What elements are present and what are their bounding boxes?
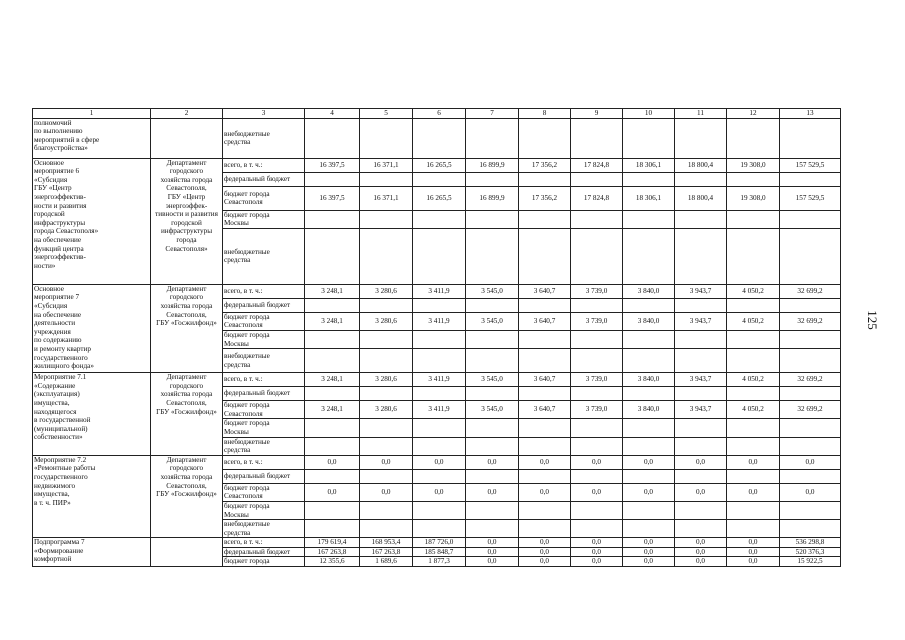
value-cell: 157 529,5	[780, 186, 841, 210]
value-cell	[727, 298, 780, 312]
value-cell: 32 699,2	[780, 284, 841, 298]
value-cell: 3 411,9	[413, 401, 466, 419]
measure-name-cell: Мероприятие 7.2 «Ремонтные работы государственного недвижимого имущества, в т. ч. ПИР»	[33, 455, 151, 538]
value-cell	[675, 387, 727, 401]
value-cell	[571, 349, 623, 373]
value-cell	[360, 228, 413, 284]
funding-source-cell: внебюджетные средства	[223, 228, 305, 284]
value-cell	[413, 210, 466, 228]
value-cell: 3 640,7	[519, 284, 571, 298]
value-cell: 16 371,1	[360, 186, 413, 210]
value-cell	[466, 501, 519, 519]
value-cell	[360, 387, 413, 401]
funding-source-cell: бюджет города Севастополя	[223, 483, 305, 501]
value-cell: 1 689,6	[360, 557, 413, 567]
value-cell	[780, 437, 841, 455]
value-cell: 19 308,0	[727, 186, 780, 210]
executor-cell	[151, 538, 223, 567]
value-cell	[466, 437, 519, 455]
value-cell	[675, 419, 727, 437]
value-cell: 0,0	[571, 538, 623, 548]
column-number-header	[33, 109, 841, 119]
value-cell	[413, 469, 466, 483]
value-cell	[675, 210, 727, 228]
value-cell	[675, 118, 727, 158]
value-cell: 0,0	[466, 557, 519, 567]
funding-source-cell: внебюджетные средства	[223, 118, 305, 158]
value-cell	[305, 210, 360, 228]
value-cell: 0,0	[571, 483, 623, 501]
value-cell	[305, 520, 360, 538]
value-cell: 0,0	[413, 455, 466, 469]
value-cell	[305, 118, 360, 158]
value-cell: 0,0	[571, 547, 623, 557]
value-cell	[519, 118, 571, 158]
value-cell: 0,0	[360, 455, 413, 469]
value-cell	[780, 419, 841, 437]
value-cell: 3 640,7	[519, 312, 571, 330]
header-col-8: 8	[519, 109, 571, 119]
value-cell: 18 306,1	[623, 158, 675, 172]
value-cell: 3 739,0	[571, 284, 623, 298]
header-col-6: 6	[413, 109, 466, 119]
value-cell: 3 545,0	[466, 373, 519, 387]
value-cell: 3 280,6	[360, 284, 413, 298]
value-cell	[780, 349, 841, 373]
value-cell: 0,0	[727, 557, 780, 567]
value-cell: 0,0	[675, 547, 727, 557]
value-cell	[360, 469, 413, 483]
value-cell	[780, 228, 841, 284]
value-cell	[305, 172, 360, 186]
value-cell	[305, 349, 360, 373]
value-cell: 3 640,7	[519, 401, 571, 419]
value-cell	[675, 469, 727, 483]
value-cell	[466, 349, 519, 373]
value-cell	[675, 228, 727, 284]
value-cell: 15 922,5	[780, 557, 841, 567]
value-cell	[305, 387, 360, 401]
value-cell: 0,0	[466, 483, 519, 501]
funding-source-cell: бюджет города	[223, 557, 305, 567]
value-cell: 3 411,9	[413, 312, 466, 330]
value-cell: 18 800,4	[675, 158, 727, 172]
measure-name-cell: Основное мероприятие 7 «Субсидия на обеспечение деятельности учреждения по содержанию и ремонту квартир государственного жилищного фонда»	[33, 284, 151, 372]
value-cell: 0,0	[519, 538, 571, 548]
value-cell	[360, 118, 413, 158]
value-cell	[623, 298, 675, 312]
table-row	[33, 118, 841, 158]
value-cell: 187 726,0	[413, 538, 466, 548]
value-cell: 536 298,8	[780, 538, 841, 548]
funding-source-cell: бюджет города Москвы	[223, 501, 305, 519]
value-cell	[623, 330, 675, 348]
value-cell: 3 840,0	[623, 284, 675, 298]
value-cell	[360, 210, 413, 228]
value-cell	[623, 228, 675, 284]
value-cell: 0,0	[571, 557, 623, 567]
value-cell: 17 824,8	[571, 158, 623, 172]
value-cell: 0,0	[305, 483, 360, 501]
value-cell	[519, 330, 571, 348]
value-cell	[305, 501, 360, 519]
funding-source-cell: бюджет города Москвы	[223, 210, 305, 228]
value-cell	[623, 349, 675, 373]
value-cell	[305, 437, 360, 455]
header-col-3: 3	[223, 109, 305, 119]
measure-name-cell: полномочий по выполнению мероприятий в сфере благоустройства»	[33, 118, 151, 158]
value-cell	[727, 387, 780, 401]
value-cell	[519, 520, 571, 538]
value-cell	[413, 437, 466, 455]
value-cell	[413, 118, 466, 158]
value-cell: 17 356,2	[519, 186, 571, 210]
value-cell	[780, 172, 841, 186]
value-cell: 16 899,9	[466, 158, 519, 172]
value-cell	[780, 210, 841, 228]
value-cell: 0,0	[623, 455, 675, 469]
budget-table	[32, 108, 841, 567]
value-cell: 3 739,0	[571, 373, 623, 387]
value-cell	[466, 298, 519, 312]
value-cell: 0,0	[623, 547, 675, 557]
value-cell	[571, 419, 623, 437]
value-cell	[466, 330, 519, 348]
value-cell: 167 263,8	[305, 547, 360, 557]
value-cell: 17 824,8	[571, 186, 623, 210]
value-cell	[360, 419, 413, 437]
value-cell	[305, 330, 360, 348]
value-cell	[623, 520, 675, 538]
value-cell: 3 943,7	[675, 373, 727, 387]
value-cell: 0,0	[519, 483, 571, 501]
value-cell: 0,0	[360, 483, 413, 501]
value-cell	[413, 387, 466, 401]
value-cell: 3 280,6	[360, 401, 413, 419]
value-cell	[360, 501, 413, 519]
executor-cell: Департамент городского хозяйства города Севастополя, ГБУ «Госжилфонд»	[151, 373, 223, 456]
value-cell	[519, 469, 571, 483]
value-cell	[466, 172, 519, 186]
value-cell	[413, 172, 466, 186]
value-cell	[305, 469, 360, 483]
value-cell	[519, 387, 571, 401]
value-cell: 17 356,2	[519, 158, 571, 172]
executor-cell: Департамент городского хозяйства города Севастополя, ГБУ «Центр энергоэффек- тивности и развития городской инфраструктуры города Севастополя»	[151, 158, 223, 284]
value-cell: 185 848,7	[413, 547, 466, 557]
header-col-11: 11	[675, 109, 727, 119]
value-cell: 0,0	[780, 455, 841, 469]
table-row	[33, 158, 841, 172]
value-cell	[780, 520, 841, 538]
funding-source-cell: бюджет города Москвы	[223, 330, 305, 348]
value-cell	[623, 172, 675, 186]
measure-name-cell: Подпрограмма 7 «Формирование комфортной	[33, 538, 151, 567]
value-cell: 0,0	[571, 455, 623, 469]
value-cell	[519, 501, 571, 519]
value-cell: 3 280,6	[360, 312, 413, 330]
value-cell	[360, 172, 413, 186]
executor-cell	[151, 118, 223, 158]
measure-name-cell: Основное мероприятие 6 «Субсидия ГБУ «Центр энергоэффектив- ности и развития городской инфраструктуры города Севастополя» на обеспечение функций центра энергоэффектив- ности»	[33, 158, 151, 284]
header-col-9: 9	[571, 109, 623, 119]
value-cell	[727, 118, 780, 158]
value-cell	[519, 437, 571, 455]
value-cell	[466, 118, 519, 158]
value-cell	[623, 118, 675, 158]
value-cell	[360, 298, 413, 312]
value-cell	[413, 349, 466, 373]
value-cell	[675, 298, 727, 312]
value-cell	[571, 210, 623, 228]
value-cell: 3 248,1	[305, 373, 360, 387]
value-cell	[623, 437, 675, 455]
value-cell: 4 050,2	[727, 401, 780, 419]
value-cell	[466, 228, 519, 284]
value-cell	[519, 349, 571, 373]
value-cell: 179 619,4	[305, 538, 360, 548]
value-cell: 3 840,0	[623, 401, 675, 419]
value-cell: 16 265,5	[413, 158, 466, 172]
value-cell: 0,0	[780, 483, 841, 501]
funding-source-cell: всего, в т. ч.:	[223, 538, 305, 548]
value-cell: 12 355,6	[305, 557, 360, 567]
value-cell	[571, 469, 623, 483]
value-cell: 0,0	[727, 547, 780, 557]
value-cell	[571, 330, 623, 348]
value-cell: 168 953,4	[360, 538, 413, 548]
value-cell: 3 545,0	[466, 401, 519, 419]
value-cell	[780, 469, 841, 483]
header-col-10: 10	[623, 109, 675, 119]
value-cell	[413, 298, 466, 312]
value-cell: 0,0	[675, 557, 727, 567]
value-cell: 3 248,1	[305, 401, 360, 419]
funding-source-cell: федеральный бюджет	[223, 547, 305, 557]
value-cell: 3 840,0	[623, 312, 675, 330]
value-cell	[519, 419, 571, 437]
value-cell: 157 529,5	[780, 158, 841, 172]
value-cell	[727, 210, 780, 228]
value-cell: 0,0	[675, 455, 727, 469]
value-cell	[305, 228, 360, 284]
value-cell: 3 545,0	[466, 312, 519, 330]
value-cell: 0,0	[466, 455, 519, 469]
value-cell: 0,0	[727, 483, 780, 501]
value-cell: 18 800,4	[675, 186, 727, 210]
funding-source-cell: бюджет города Севастополя	[223, 186, 305, 210]
funding-source-cell: всего, в т. ч.:	[223, 284, 305, 298]
value-cell	[571, 118, 623, 158]
value-cell	[727, 469, 780, 483]
value-cell	[571, 501, 623, 519]
funding-source-cell: федеральный бюджет	[223, 387, 305, 401]
value-cell: 0,0	[623, 538, 675, 548]
value-cell: 32 699,2	[780, 312, 841, 330]
value-cell: 3 248,1	[305, 284, 360, 298]
table-row	[33, 284, 841, 298]
value-cell: 0,0	[466, 547, 519, 557]
value-cell: 167 263,8	[360, 547, 413, 557]
value-cell	[727, 437, 780, 455]
funding-source-cell: бюджет города Севастополя	[223, 401, 305, 419]
value-cell: 3 943,7	[675, 401, 727, 419]
value-cell	[780, 501, 841, 519]
value-cell	[571, 172, 623, 186]
value-cell	[413, 228, 466, 284]
header-col-5: 5	[360, 109, 413, 119]
value-cell: 3 640,7	[519, 373, 571, 387]
value-cell	[413, 520, 466, 538]
funding-source-cell: федеральный бюджет	[223, 469, 305, 483]
value-cell	[623, 387, 675, 401]
budget-table-document	[32, 108, 840, 567]
value-cell	[571, 437, 623, 455]
value-cell: 3 280,6	[360, 373, 413, 387]
header-col-4: 4	[305, 109, 360, 119]
value-cell: 4 050,2	[727, 284, 780, 298]
value-cell: 3 545,0	[466, 284, 519, 298]
value-cell	[305, 419, 360, 437]
page-number: 125	[865, 310, 880, 330]
value-cell: 3 943,7	[675, 284, 727, 298]
value-cell	[360, 330, 413, 348]
value-cell	[466, 387, 519, 401]
value-cell: 4 050,2	[727, 312, 780, 330]
value-cell	[623, 501, 675, 519]
funding-source-cell: всего, в т. ч.:	[223, 373, 305, 387]
header-col-2: 2	[151, 109, 223, 119]
value-cell	[780, 330, 841, 348]
value-cell	[623, 419, 675, 437]
value-cell: 32 699,2	[780, 373, 841, 387]
value-cell	[780, 387, 841, 401]
value-cell	[675, 501, 727, 519]
funding-source-cell: бюджет города Москвы	[223, 419, 305, 437]
value-cell	[571, 298, 623, 312]
value-cell	[305, 298, 360, 312]
value-cell	[675, 330, 727, 348]
value-cell	[466, 469, 519, 483]
value-cell	[466, 419, 519, 437]
value-cell	[675, 437, 727, 455]
value-cell: 3 411,9	[413, 284, 466, 298]
value-cell: 1 877,3	[413, 557, 466, 567]
value-cell: 0,0	[519, 557, 571, 567]
funding-source-cell: всего, в т. ч.:	[223, 158, 305, 172]
value-cell	[519, 172, 571, 186]
value-cell	[780, 298, 841, 312]
value-cell	[360, 349, 413, 373]
value-cell: 3 411,9	[413, 373, 466, 387]
value-cell	[623, 469, 675, 483]
value-cell: 0,0	[623, 557, 675, 567]
value-cell	[571, 387, 623, 401]
value-cell: 19 308,0	[727, 158, 780, 172]
value-cell: 4 050,2	[727, 373, 780, 387]
value-cell	[727, 419, 780, 437]
value-cell: 16 371,1	[360, 158, 413, 172]
funding-source-cell: бюджет города Севастополя	[223, 312, 305, 330]
header-col-13: 13	[780, 109, 841, 119]
value-cell: 3 739,0	[571, 312, 623, 330]
header-col-7: 7	[466, 109, 519, 119]
value-cell	[675, 520, 727, 538]
value-cell	[571, 228, 623, 284]
funding-source-cell: внебюджетные средства	[223, 437, 305, 455]
value-cell: 16 899,9	[466, 186, 519, 210]
value-cell: 3 943,7	[675, 312, 727, 330]
value-cell: 0,0	[466, 538, 519, 548]
value-cell	[727, 349, 780, 373]
value-cell: 16 397,5	[305, 158, 360, 172]
value-cell: 520 376,3	[780, 547, 841, 557]
value-cell: 0,0	[727, 538, 780, 548]
value-cell	[780, 118, 841, 158]
table-row	[33, 538, 841, 548]
value-cell: 32 699,2	[780, 401, 841, 419]
funding-source-cell: внебюджетные средства	[223, 520, 305, 538]
funding-source-cell: внебюджетные средства	[223, 349, 305, 373]
value-cell: 3 739,0	[571, 401, 623, 419]
value-cell	[571, 520, 623, 538]
value-cell	[519, 228, 571, 284]
value-cell: 16 397,5	[305, 186, 360, 210]
value-cell: 16 265,5	[413, 186, 466, 210]
value-cell	[466, 520, 519, 538]
value-cell: 18 306,1	[623, 186, 675, 210]
value-cell	[519, 298, 571, 312]
table-row	[33, 373, 841, 387]
value-cell	[727, 520, 780, 538]
value-cell	[675, 172, 727, 186]
value-cell	[413, 419, 466, 437]
measure-name-cell: Мероприятие 7.1 «Содержание (эксплуатация) имущества, находящегося в государственной (муниципальной) собственности»	[33, 373, 151, 456]
value-cell	[413, 501, 466, 519]
value-cell	[466, 210, 519, 228]
funding-source-cell: федеральный бюджет	[223, 172, 305, 186]
executor-cell: Департамент городского хозяйства города Севастополя, ГБУ «Госжилфонд»	[151, 284, 223, 372]
funding-source-cell: всего, в т. ч.:	[223, 455, 305, 469]
value-cell: 3 248,1	[305, 312, 360, 330]
funding-source-cell: федеральный бюджет	[223, 298, 305, 312]
value-cell: 0,0	[675, 483, 727, 501]
value-cell: 0,0	[675, 538, 727, 548]
value-cell	[360, 520, 413, 538]
value-cell	[675, 349, 727, 373]
value-cell: 0,0	[623, 483, 675, 501]
value-cell: 0,0	[519, 455, 571, 469]
value-cell: 0,0	[519, 547, 571, 557]
value-cell: 0,0	[413, 483, 466, 501]
value-cell	[623, 210, 675, 228]
value-cell	[727, 172, 780, 186]
value-cell	[727, 228, 780, 284]
value-cell: 3 840,0	[623, 373, 675, 387]
table-row	[33, 455, 841, 469]
header-col-1: 1	[33, 109, 151, 119]
value-cell	[727, 501, 780, 519]
value-cell	[519, 210, 571, 228]
header-col-12: 12	[727, 109, 780, 119]
value-cell: 0,0	[727, 455, 780, 469]
value-cell: 0,0	[305, 455, 360, 469]
executor-cell: Департамент городского хозяйства города Севастополя, ГБУ «Госжилфонд»	[151, 455, 223, 538]
value-cell	[727, 330, 780, 348]
value-cell	[360, 437, 413, 455]
value-cell	[413, 330, 466, 348]
